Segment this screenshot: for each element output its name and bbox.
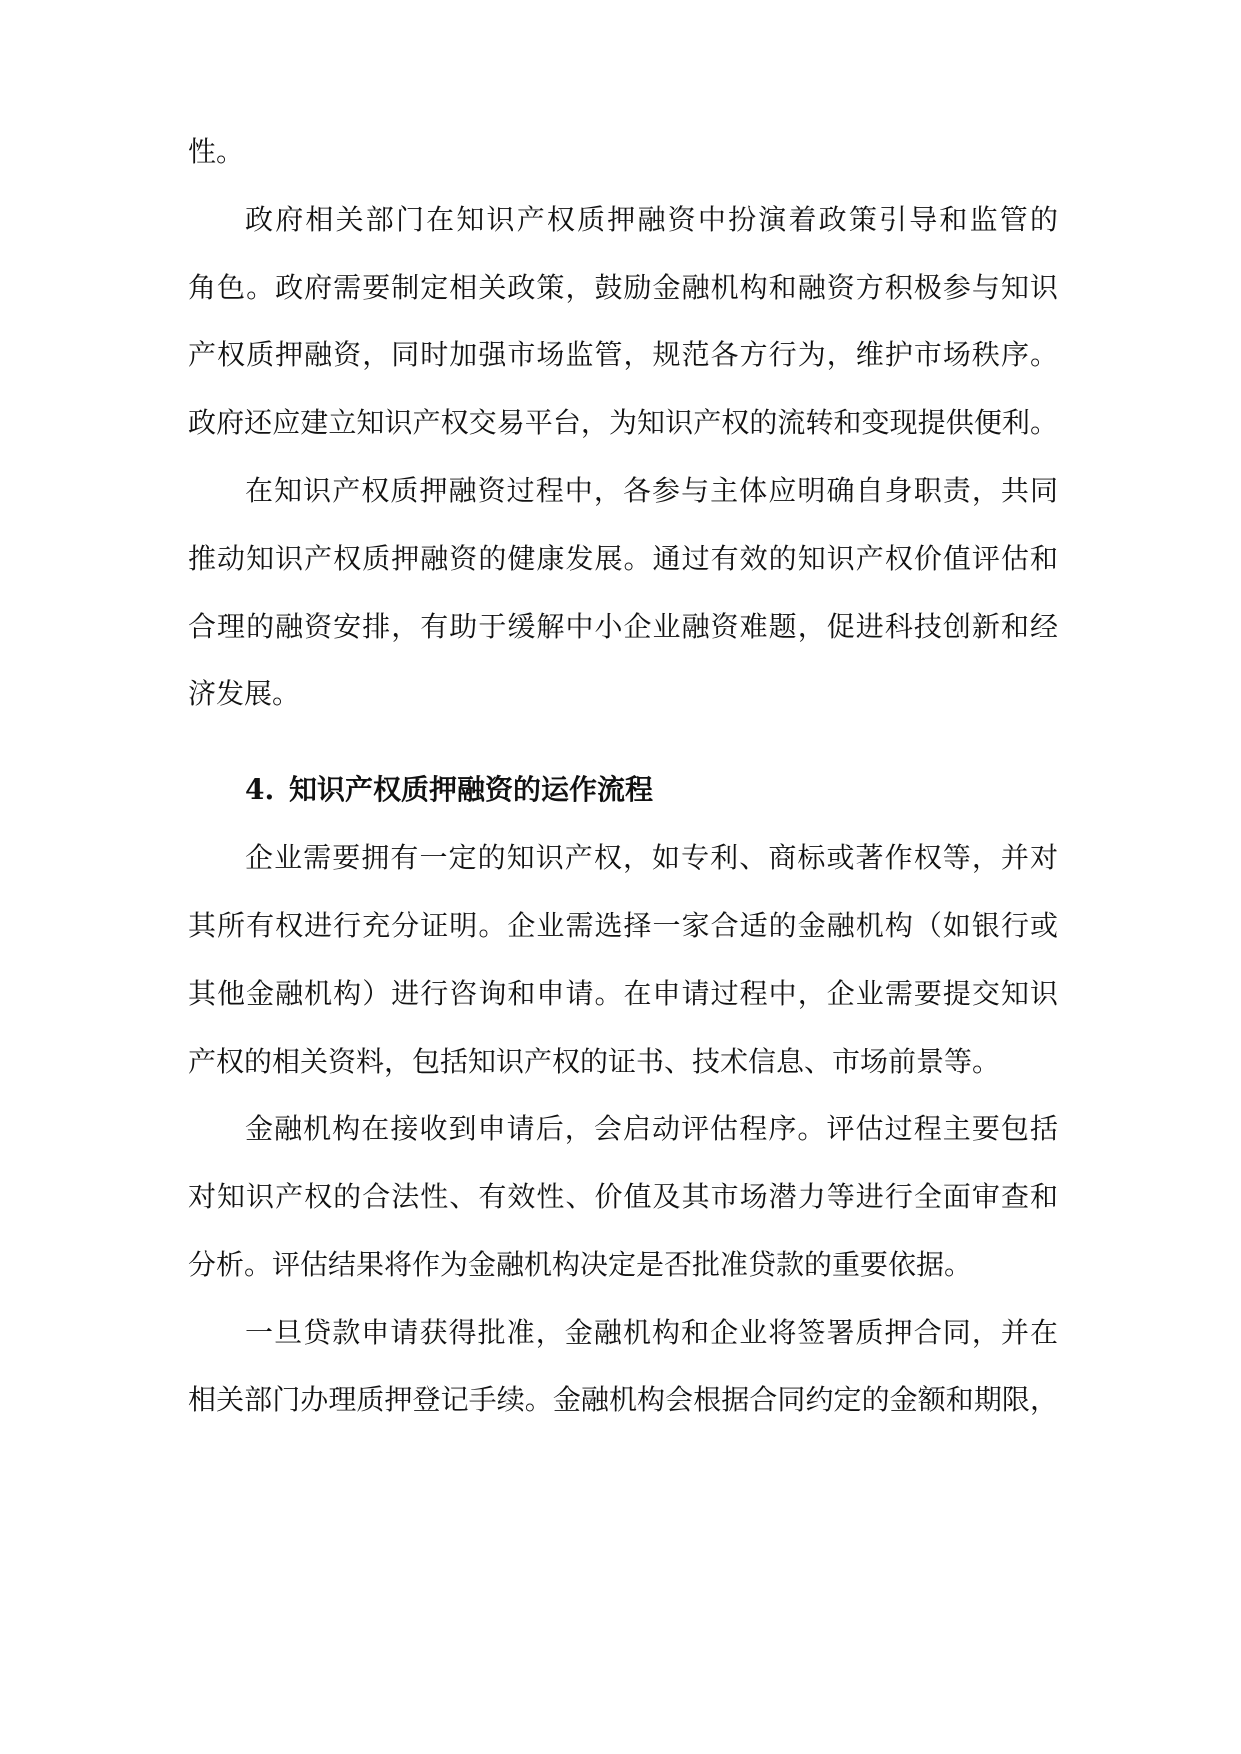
section-title: 知识产权质押融资的运作流程 [289,773,654,806]
paragraph-line: 济发展。 [188,677,301,710]
paragraph-line: 角色。政府需要制定相关政策，鼓励金融机构和融资方积极参与知识 [188,271,1058,304]
paragraph-line: 合理的融资安排，有助于缓解中小企业融资难题，促进科技创新和经 [188,610,1058,643]
paragraph-line: 一旦贷款申请获得批准，金融机构和企业将签署质押合同，并在 [245,1316,1058,1349]
paragraph-line: 分析。评估结果将作为金融机构决定是否批准贷款的重要依据。 [188,1248,973,1281]
paragraph-line: 相关部门办理质押登记手续。金融机构会根据合同约定的金额和期限， [188,1383,1058,1416]
paragraph-line: 对知识产权的合法性、有效性、价值及其市场潜力等进行全面审查和 [188,1180,1058,1213]
paragraph-line: 性。 [188,135,245,168]
paragraph-line: 产权的相关资料，包括知识产权的证书、技术信息、市场前景等。 [188,1045,1001,1078]
paragraph-line: 政府还应建立知识产权交易平台，为知识产权的流转和变现提供便利。 [188,406,1058,439]
paragraph-line: 政府相关部门在知识产权质押融资中扮演着政策引导和监管的 [245,203,1058,236]
section-heading [245,768,1058,812]
paragraph-line: 在知识产权质押融资过程中，各参与主体应明确自身职责，共同 [245,474,1058,507]
paragraph-line: 产权质押融资，同时加强市场监管，规范各方行为，维护市场秩序。 [188,338,1058,371]
section-number: 4. [245,773,275,806]
paragraph-line: 其他金融机构）进行咨询和申请。在申请过程中，企业需要提交知识 [188,977,1058,1010]
paragraph-line: 企业需要拥有一定的知识产权，如专利、商标或著作权等，并对 [245,841,1058,874]
paragraph-line: 推动知识产权质押融资的健康发展。通过有效的知识产权价值评估和 [188,542,1058,575]
paragraph-line: 其所有权进行充分证明。企业需选择一家合适的金融机构（如银行或 [188,909,1058,942]
paragraph-line: 金融机构在接收到申请后，会启动评估程序。评估过程主要包括 [245,1112,1058,1145]
